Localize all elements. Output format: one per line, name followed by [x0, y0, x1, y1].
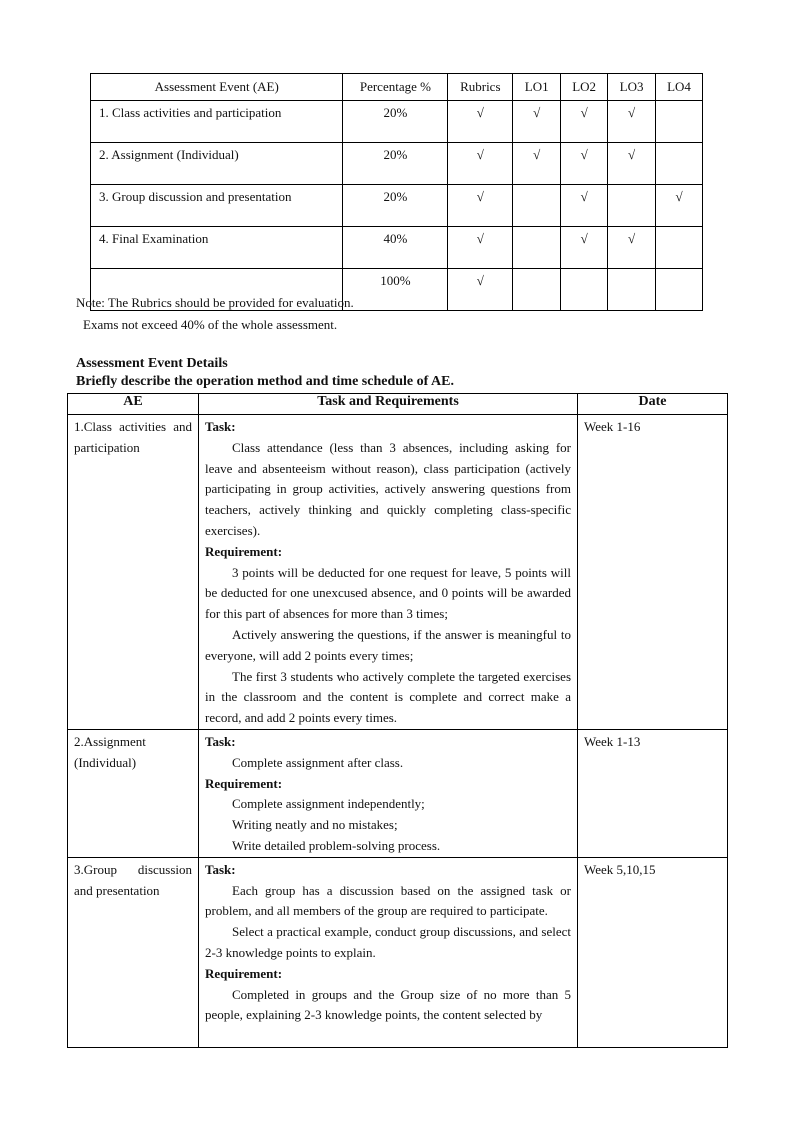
value-cell: √ [561, 185, 608, 227]
requirement-paragraph: Actively answering the questions, if the answer is meaningful to everyone, will add 2 points every times; [205, 626, 571, 663]
header-cell: Date [578, 394, 728, 415]
date-cell: Week 1-16 [578, 415, 728, 730]
requirement-label: Requirement: [205, 543, 283, 559]
task-paragraph: Select a practical example, conduct group discussions, and select 2-3 knowledge points to explain. [205, 924, 571, 960]
note-line: Note: The Rubrics should be provided for evaluation. [76, 295, 354, 310]
ae-cell: 2.Assignment (Individual) [68, 729, 199, 857]
value-cell: √ [656, 185, 703, 227]
value-cell [656, 143, 703, 185]
value-cell [608, 185, 656, 227]
table-header-row [91, 74, 703, 101]
requirement-label: Requirement: [205, 775, 283, 791]
note-line: Exams not exceed 40% of the whole assessment. [83, 317, 338, 332]
value-cell: √ [513, 101, 561, 143]
value-cell: √ [448, 101, 513, 143]
value-cell: √ [448, 143, 513, 185]
value-cell: √ [608, 143, 656, 185]
value-cell: √ [448, 185, 513, 227]
requirement-label: Requirement: [205, 965, 283, 981]
table-row [68, 415, 728, 730]
ae-cell: 3.Group discussion and presentation [68, 857, 199, 1047]
event-cell: 2. Assignment (Individual) [91, 143, 343, 185]
header-cell: LO1 [513, 74, 561, 101]
requirement-paragraph: Write detailed problem-solving process. [232, 837, 441, 853]
table-row [91, 143, 703, 185]
table-row [91, 227, 703, 269]
header-cell: LO4 [656, 74, 703, 101]
value-cell [656, 269, 703, 311]
date-cell: Week 5,10,15 [578, 857, 728, 1047]
section-subheading: Briefly describe the operation method and time schedule of AE. [76, 374, 454, 389]
header-cell: Task and Requirements [199, 394, 578, 415]
task-cell [199, 729, 578, 857]
table-row [91, 101, 703, 143]
event-cell: 4. Final Examination [91, 227, 343, 269]
value-cell [513, 227, 561, 269]
ae-cell: 1.Class activities and participation [68, 415, 199, 730]
value-cell: √ [513, 143, 561, 185]
value-cell: √ [608, 101, 656, 143]
task-cell [199, 415, 578, 730]
value-cell: √ [448, 227, 513, 269]
value-cell [513, 185, 561, 227]
task-label: Task: [205, 861, 236, 877]
event-cell: 3. Group discussion and presentation [91, 185, 343, 227]
value-cell: 100% [343, 269, 448, 311]
value-cell [561, 269, 608, 311]
task-paragraph: Class attendance (less than 3 absences, including asking for leave and absenteeism without reason), class participation (actively participating in group activities, actively answering questions from teachers, actively thinking and quickly completing class-specific exercises). [205, 439, 571, 538]
value-cell [656, 227, 703, 269]
table-row [91, 185, 703, 227]
task-label: Task: [205, 419, 236, 434]
value-cell: 20% [343, 143, 448, 185]
assessment-summary-table [90, 73, 703, 311]
value-cell: √ [561, 101, 608, 143]
requirement-paragraph: The first 3 students who actively complete the targeted exercises in the classroom and the content is complete and correct make a record, and add 2 points every times. [205, 668, 571, 726]
requirement-paragraph: Writing neatly and no mistakes; [232, 817, 398, 833]
header-cell: Assessment Event (AE) [91, 74, 343, 101]
requirement-paragraph: 3 points will be deducted for one request for leave, 5 points will be deducted for one unexcused absence, and 0 points will be awarded for this part of absences for more than 3 times; [205, 564, 571, 622]
requirement-paragraph: Complete assignment independently; [232, 796, 425, 812]
value-cell: √ [561, 143, 608, 185]
event-cell: 1. Class activities and participation [91, 101, 343, 143]
task-paragraph: Each group has a discussion based on the assigned task or problem, and all members of the group are required to participate. [205, 882, 571, 919]
task-paragraph: Complete assignment after class. [232, 754, 404, 770]
value-cell: 40% [343, 227, 448, 269]
date-cell: Week 1-13 [578, 729, 728, 857]
task-cell [199, 857, 578, 1047]
value-cell [608, 269, 656, 311]
assessment-details-table [67, 393, 728, 1048]
value-cell: √ [448, 269, 513, 311]
header-cell: Rubrics [448, 74, 513, 101]
header-cell: AE [68, 394, 199, 415]
value-cell: √ [561, 227, 608, 269]
section-heading: Assessment Event Details [76, 356, 228, 371]
header-cell: Percentage % [343, 74, 448, 101]
requirement-paragraph: Completed in groups and the Group size of no more than 5 people, explaining 2-3 knowledge points, the content selected by [205, 986, 571, 1023]
value-cell: 20% [343, 101, 448, 143]
header-cell: LO3 [608, 74, 656, 101]
table-header-row [68, 394, 728, 415]
table-row [68, 729, 728, 857]
value-cell [513, 269, 561, 311]
value-cell: √ [608, 227, 656, 269]
value-cell: 20% [343, 185, 448, 227]
header-cell: LO2 [561, 74, 608, 101]
table-row [68, 857, 728, 1047]
value-cell [656, 101, 703, 143]
task-label: Task: [205, 733, 236, 749]
